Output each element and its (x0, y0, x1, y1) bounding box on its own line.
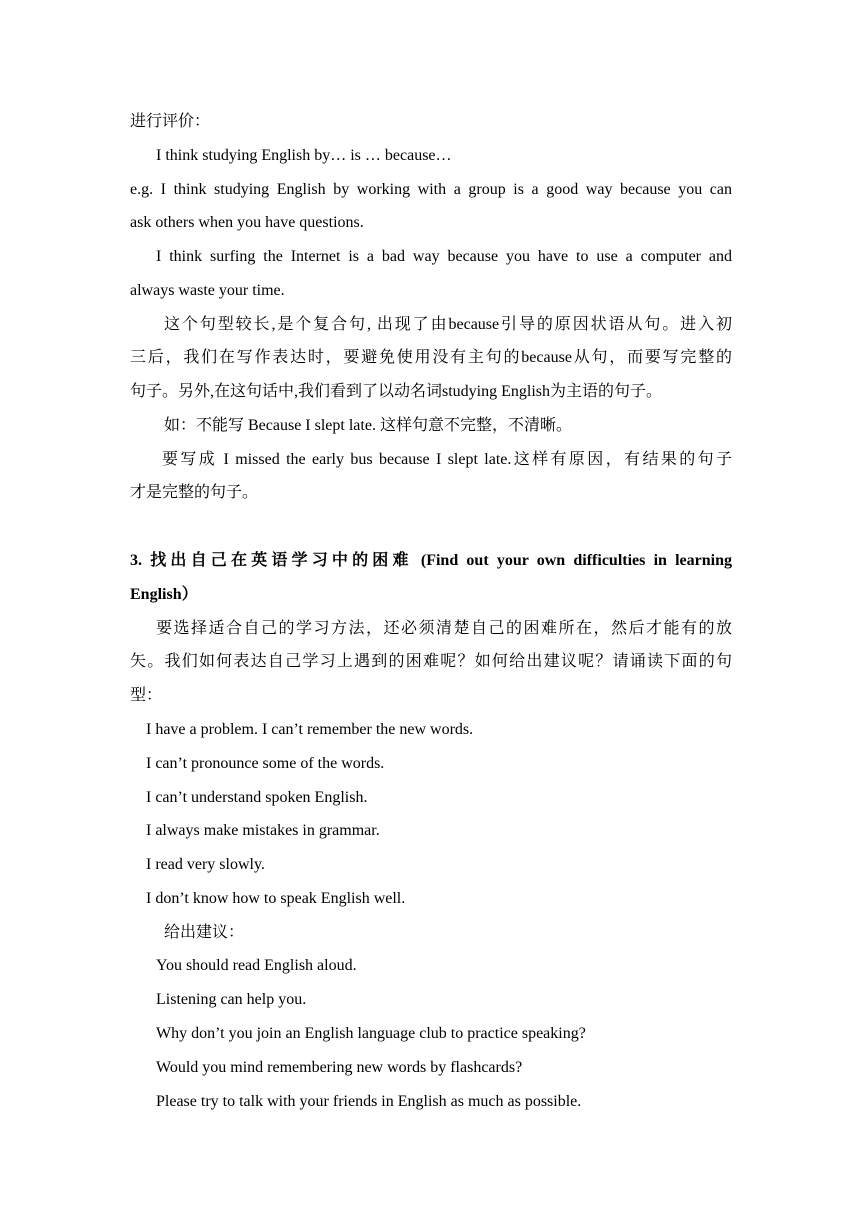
problem-sentence: I don’t know how to speak English well. (146, 890, 406, 907)
problem-sentence: I can’t pronounce some of the words. (146, 755, 385, 772)
sentence-pattern: I think studying English by… is … because… (156, 147, 452, 164)
advice-sentence: You should read English aloud. (156, 957, 357, 974)
grammar-note: 句子。另外,在这句话中,我们看到了以动名词studying English为主语的句子。 (130, 383, 663, 400)
problem-sentence: I can’t understand spoken English. (146, 789, 368, 806)
problem-sentence: I read very slowly. (146, 856, 265, 873)
example-text: ask others when you have questions. (130, 214, 364, 231)
grammar-note: 这个句型较长,是个复合句, 出现了由because引导的原因状语从句。进入初 (164, 316, 732, 333)
problem-sentence: I always make mistakes in grammar. (146, 822, 380, 839)
section-heading: English） (130, 586, 198, 603)
advice-sentence: Please try to talk with your friends in English as much as possible. (156, 1093, 582, 1110)
grammar-note: 才是完整的句子。 (130, 484, 259, 501)
advice-sentence: Why don’t you join an English language club to practice speaking? (156, 1025, 586, 1042)
advice-label: 给出建议： (164, 924, 245, 941)
grammar-note: 如：不能写 Because I slept late. 这样句意不完整，不清晰。 (164, 417, 572, 434)
evaluate-label: 进行评价： (130, 113, 211, 130)
advice-sentence: Would you mind remembering new words by flashcards? (156, 1059, 523, 1076)
section-heading: 3. 找出自己在英语学习中的困难 (Find out your own difficulties in learning (130, 552, 732, 569)
problem-sentence: I have a problem. I can’t remember the new words. (146, 721, 474, 738)
example-text: e.g. I think studying English by working with a group is a good way because you can (130, 181, 732, 198)
example-text: I think surfing the Internet is a bad way because you have to use a computer and (156, 248, 732, 265)
grammar-note: 要写成 I missed the early bus because I slept late.这样有原因，有结果的句子 (162, 451, 732, 468)
example-text: always waste your time. (130, 282, 285, 299)
section-intro: 矢。我们如何表达自己学习上遇到的困难呢？如何给出建议呢？请诵读下面的句 (130, 653, 732, 670)
grammar-note: 三后，我们在写作表达时，要避免使用没有主句的because从句，而要写完整的 (130, 349, 732, 366)
section-intro: 要选择适合自己的学习方法，还必须清楚自己的困难所在，然后才能有的放 (156, 620, 732, 637)
section-intro: 型： (130, 687, 163, 704)
advice-sentence: Listening can help you. (156, 991, 307, 1008)
